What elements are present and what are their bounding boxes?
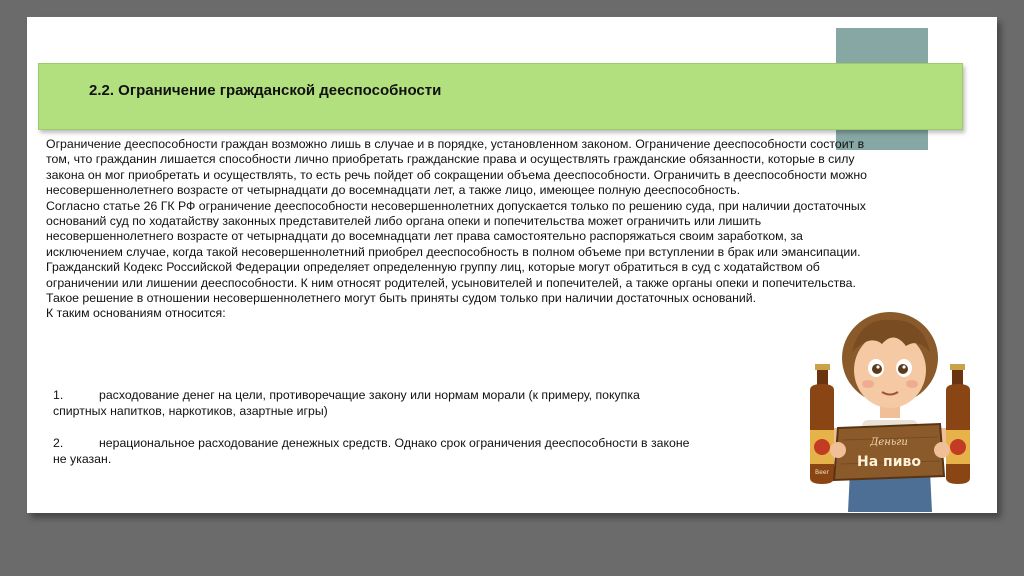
paragraph: Согласно статье 26 ГК РФ ограничение дееспособности несовершеннолетних допускается только по решению суда, при наличии достаточных оснований суд по ходатайству законных представителей либо органа опеки и попечительства может ограничить или лишить несовершеннолетнего возрасте от четырнадцати до восемнадцати лет права самостоятельно распоряжаться своим заработком, за исключением случае, когда такой несовершеннолетний приобрел дееспособность в полном объеме при вступлении в брак или эмансипации. (46, 198, 866, 259)
beer-bottle-right (946, 364, 970, 484)
wooden-sign (834, 424, 944, 480)
eye (872, 364, 882, 374)
paragraph: Ограничение дееспособности граждан возможно лишь в случае и в порядке, установленном законом. Ограничение дееспособности состоит в том, что гражданин лишается способности лично приобретать гражданские права и осуществлять гражданские обязанности, которые в силу закона он мог приобретать и осуществлять, то есть речь пойдет об сокращении объема дееспособности. Ограничить в дееспособности можно несовершеннолетнего возрасте от четырнадцати до восемнадцати лет, а также лицо, имеющее полную дееспособность. (46, 137, 868, 198)
eye (898, 364, 908, 374)
slide-title: 2.2. Ограничение гражданской дееспособности (89, 82, 442, 99)
paragraph: Гражданский Кодекс Российской Федерации определяет определенную группу лиц, которые могут обратиться в суд с ходатайством об ограничении или лишении дееспособности. К ним относят родителей, усыновителей и попечителей, а также органы опеки и попечительства. Такое решение в отношении несовершеннолетнего могут быть приняты судом только при наличии достаточных оснований. (46, 260, 856, 306)
list-item-number: 1. (53, 388, 64, 402)
list-item-number: 2. (53, 436, 64, 450)
sign-top-text: Деньги (870, 437, 908, 448)
sign-main-text: На пиво (857, 454, 921, 470)
list-item-text: нерациональное расходование денежных средств. Однако срок ограничения дееспособности в законе не указан. (53, 436, 690, 466)
list-item (53, 435, 693, 467)
beer-bottle-left (810, 364, 834, 484)
bottle-label: Beer (815, 469, 829, 476)
list-item-text: расходование денег на цели, противоречащие закону или нормам морали (к примеру, покупка спиртных напитков, наркотиков, азартные игры) (53, 388, 640, 418)
boy-with-beer-illustration (790, 300, 990, 512)
paragraph: К таким основаниям относится: (46, 306, 226, 321)
title-bar (38, 63, 963, 130)
grounds-list (53, 387, 693, 483)
body-text (46, 137, 876, 322)
face (854, 332, 926, 408)
list-item (53, 387, 693, 419)
